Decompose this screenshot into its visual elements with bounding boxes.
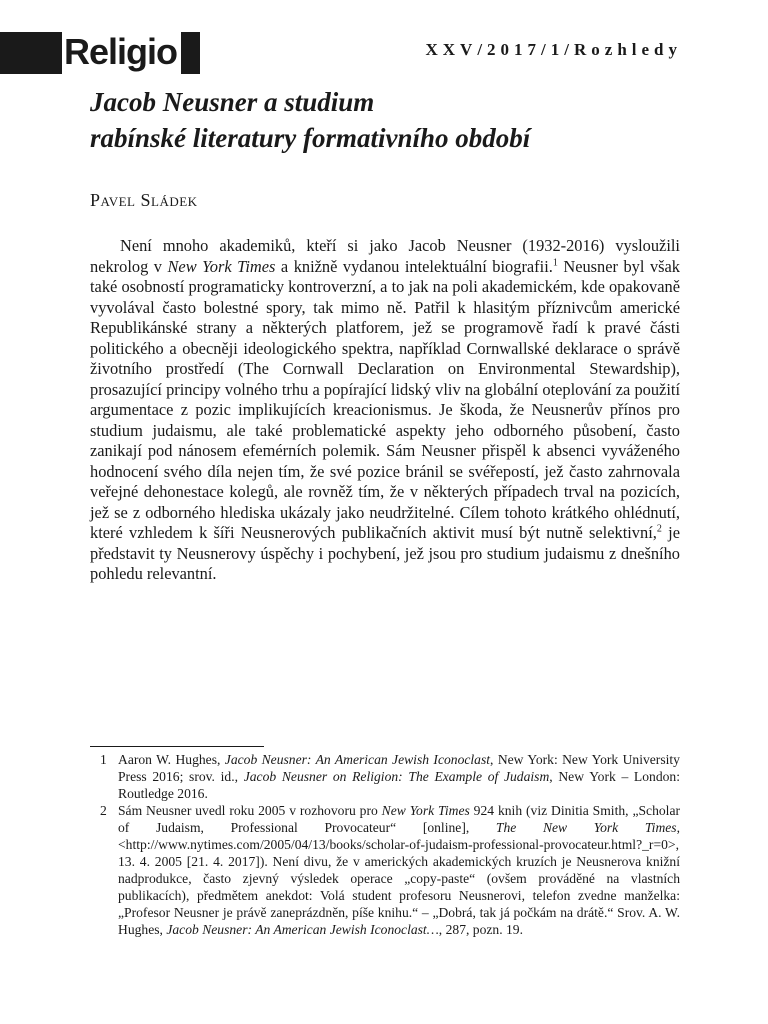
footnote-1 xyxy=(90,751,680,802)
footnotes xyxy=(90,751,680,938)
footnote-ref-1[interactable]: 1 xyxy=(552,257,558,269)
body-text-2: a knižně vydanou intelektuální biografii. xyxy=(275,256,553,276)
footnote-text: Aaron W. Hughes, Jacob Neusner: An American Jewish Iconoclast, New York: New York University Press 2016; srov. id., Jacob Neusner on Religion: The Example of Judaism, New York – London: Routledge 2016. xyxy=(118,752,680,801)
footnote-ref-2[interactable]: 2 xyxy=(656,523,662,535)
title-line-1: Jacob Neusner a studium xyxy=(90,87,375,117)
issue-info: XXV/2017/1/Rozhledy xyxy=(425,40,682,59)
footnote-number: 2 xyxy=(100,803,107,818)
body-text-4: je představit ty Neusnerovy úspěchy i pochybení, jež jsou pro studium judaismu z dnešního pohledu relevantní. xyxy=(90,523,680,583)
footnote-divider xyxy=(90,746,264,747)
body-text-1: Není mnoho akademiků, kteří si jako Jacob Neusner (1932-2016) vysloužili nekrolog v xyxy=(90,236,680,276)
body-text-3: Neusner byl však také osobností programaticky kontroverzní, a to jak na poli akademickém, kde opakovaně vyvolával často bolestné spory, tak mimo ně. Patřil k hlasitým příznivcům americké Republikánské strany a některých platforem, jež se programově řadí k pravé části politického a obecněji ideologického spektra, například Cornwallské deklarace o správě životního prostředí (The Cornwall Declaration on Environmental Stewardship), prosazující principy volného trhu a popírající lidský vliv na globální oteplování za použití argumentace z pozic implikujících kreacionismus. Je škoda, že Neusnerův přínos pro studium judaismu, ale také problematické aspekty jeho odborného působení, často zanikají pod nánosem efemérních polemik. Sám Neusner přispěl k absenci vyváženého hodnocení svého díla nejen tím, že své pozice bránil se svéřepostí, jež často zahrnovala veřejné dehonestace kolegů, ale rovněž tím, že v některých případech trval na pozicích, jež se z odborného hlediska ukázaly jako neudržitelné. Cílem tohoto krátkého ohlédnutí, které vzhledem k šíři Neusnerových publikačních aktivit musí být nutně selektivní, xyxy=(90,256,680,542)
body-paragraph xyxy=(90,236,680,585)
journal-logo: Religio xyxy=(62,28,181,76)
footnote-text: Sám Neusner uvedl roku 2005 v rozhovoru pro New York Times 924 knih (viz Dinitia Smith, „Scholar of Judaism, Professional Provocateur“ [online], The New York Times, <http://www.nytimes.com/2005/04/13/books/scholar-of-judaism-professional-provocateur.html?_r=0>, 13. 4. 2005 [21. 4. 2017]). Není divu, že v amerických akademických kruzích je Neusnerova knižní nadprodukce, často zjevný výsledek operace „copy-paste“ (ovšem prováděné na vlastních publikacích), předmětem anekdot: Volá student profesoru Neusnerovi, telefon zvedne manželka: „Profesor Neusner je právě zaneprázdněn, píše knihu.“ – „Dobrá, tak já počkám na drátě.“ Srov. A. W. Hughes, Jacob Neusner: An American Jewish Iconoclast…, 287, pozn. 19. xyxy=(118,803,681,937)
footnote-number: 1 xyxy=(100,752,107,767)
article-title xyxy=(90,84,690,156)
author-name: Pavel Sládek xyxy=(90,190,198,210)
body-italic-newspaper: New York Times xyxy=(167,256,276,276)
title-line-2: rabínské literatury formativního období xyxy=(90,123,531,153)
footnote-2 xyxy=(90,802,680,938)
